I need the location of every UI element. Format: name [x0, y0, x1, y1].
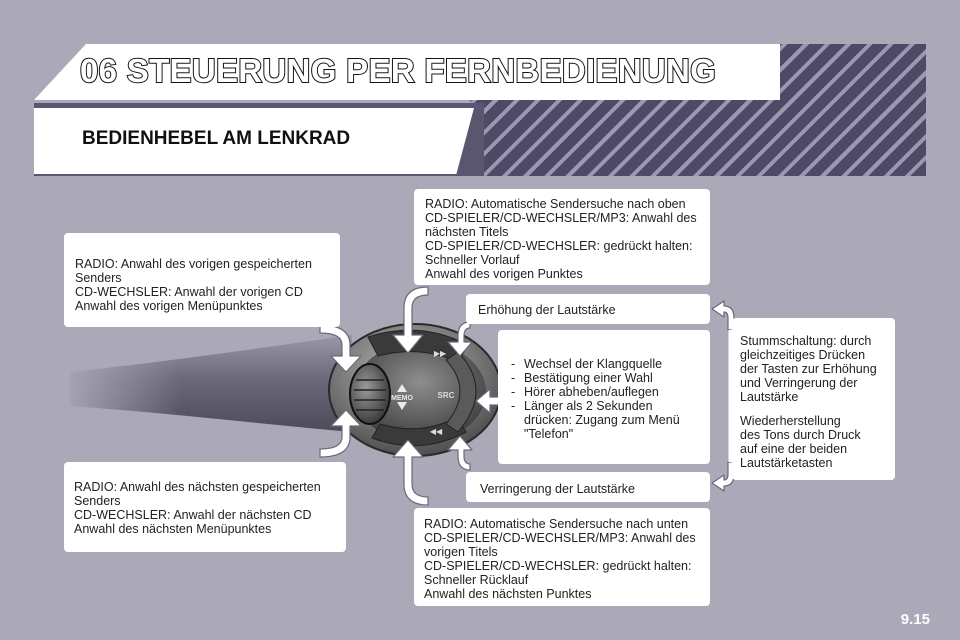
callout-line: CD-SPIELER/CD-WECHSLER: gedrückt halten:	[424, 559, 692, 573]
arrow-mute-up	[712, 301, 734, 330]
callout-mute	[732, 318, 895, 480]
src-label: SRC	[437, 391, 455, 400]
source-bullet-list	[507, 357, 710, 441]
callout-line: Senders	[74, 494, 121, 508]
memo-label: MEMO	[391, 395, 413, 402]
callout-line: Erhöhung der Lautstärke	[478, 303, 616, 317]
callout-line: RADIO: Automatische Sendersuche nach oben	[425, 197, 686, 211]
list-item: - Länger als 2 Sekunden drücken: Zugang zum Menü "Telefon"	[507, 399, 710, 441]
callout-line: CD-SPIELER/CD-WECHSLER/MP3: Anwahl des	[425, 211, 697, 225]
prev-symbol: ◀◀	[429, 427, 443, 436]
callout-line: Verringerung der Lautstärke	[480, 482, 635, 496]
mute-paragraph: Stummschaltung: durch gleichzeitiges Drücken der Tasten zur Erhöhung und Verringerung der Lautstärke	[740, 334, 877, 404]
callout-line: Schneller Rücklauf	[424, 573, 529, 587]
page-title: 06 STEUERUNG PER FERNBEDIENUNG	[80, 52, 717, 89]
callout-line: nächsten Titels	[425, 225, 509, 239]
callout-line: CD-SPIELER/CD-WECHSLER: gedrückt halten:	[425, 239, 693, 253]
page-number: 9.15	[900, 611, 930, 628]
arrow-mute-down	[712, 462, 734, 491]
callout-line: Anwahl des nächsten Menüpunktes	[74, 522, 272, 536]
callout-line: CD-WECHSLER: Anwahl der nächsten CD	[74, 508, 312, 522]
callout-line: Senders	[75, 271, 122, 285]
callout-seek-down	[414, 508, 710, 606]
list-item: - Bestätigung einer Wahl	[507, 371, 710, 385]
callout-line: Anwahl des vorigen Menüpunktes	[75, 299, 263, 313]
callout-line: RADIO: Anwahl des nächsten gespeicherten	[74, 480, 321, 494]
callout-next-preset	[64, 462, 346, 552]
selector-dial	[350, 364, 390, 424]
list-item: - Wechsel der Klangquelle	[507, 357, 710, 371]
callout-line: RADIO: Automatische Sendersuche nach unten	[424, 517, 689, 531]
callout-volume-up	[466, 294, 710, 324]
callout-line: Anwahl des vorigen Punktes	[425, 267, 583, 281]
callout-line: Schneller Vorlauf	[425, 253, 520, 267]
callout-source	[498, 330, 710, 464]
callout-line: vorigen Titels	[424, 545, 498, 559]
callout-volume-down	[466, 472, 710, 502]
callout-previous-preset	[64, 233, 340, 327]
callout-line: Anwahl des nächsten Punktes	[424, 587, 592, 601]
callout-line: CD-SPIELER/CD-WECHSLER/MP3: Anwahl des	[424, 531, 696, 545]
restore-paragraph: Wiederherstellung des Tons durch Druck auf eine der beiden Lautstärketasten	[740, 414, 861, 470]
section-title: BEDIENHEBEL AM LENKRAD	[82, 128, 351, 149]
callout-line: CD-WECHSLER: Anwahl der vorigen CD	[75, 285, 303, 299]
callout-line: RADIO: Anwahl des vorigen gespeicherten	[75, 257, 312, 271]
list-item: - Hörer abheben/auflegen	[507, 385, 710, 399]
callout-seek-up	[414, 189, 710, 285]
next-symbol: ▶▶	[433, 349, 447, 358]
